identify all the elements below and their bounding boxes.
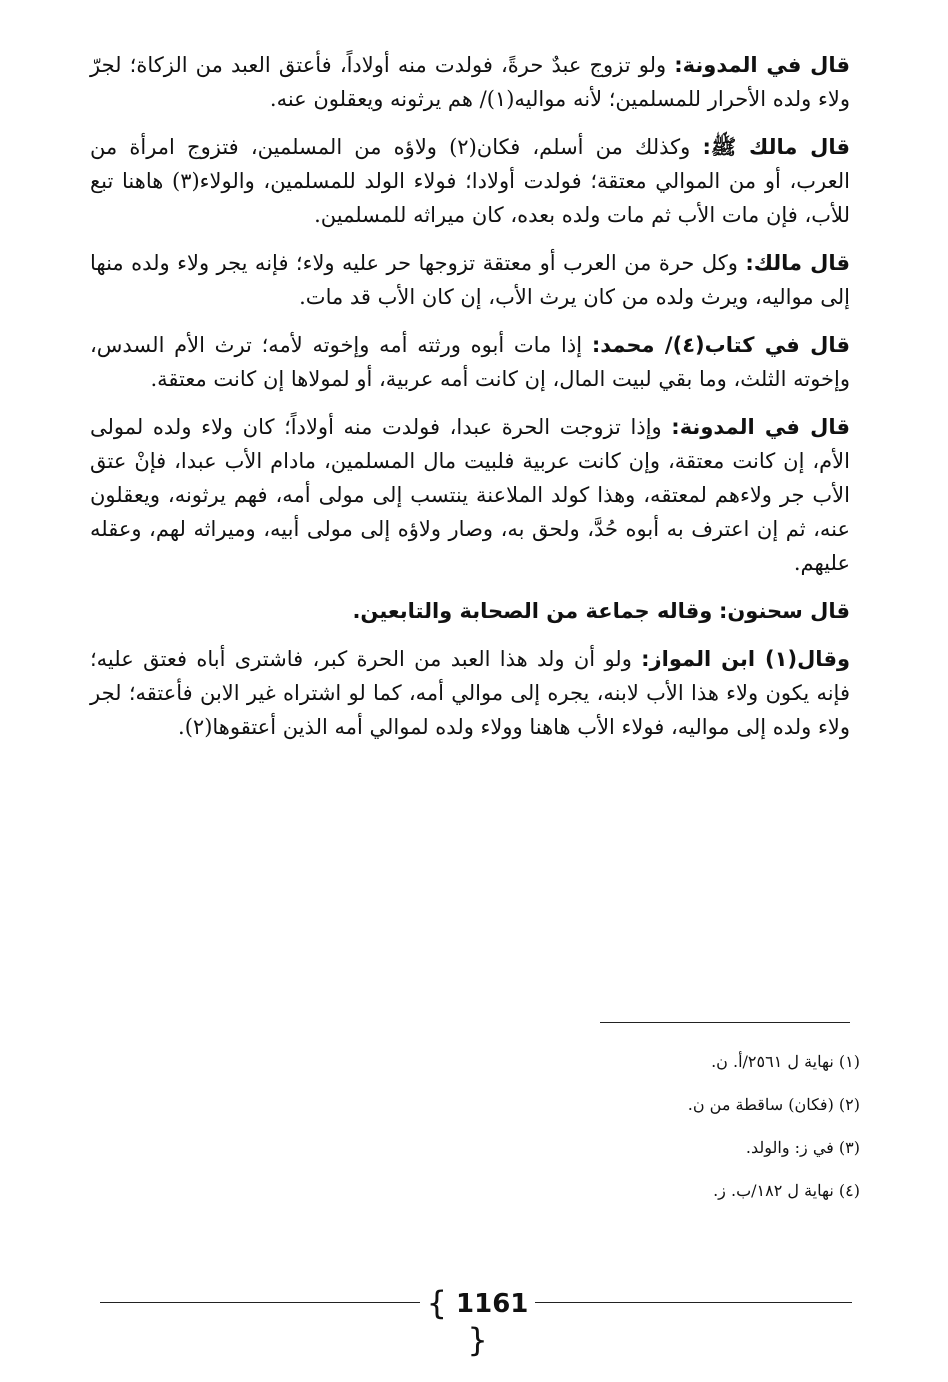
paragraph-text: إذا مات أبوه ورثته أمه وإخوته لأمه؛ ترث الأم السدس، وإخوته الثلث، وما بقي لبيت المال، إن كانت أمه عربية، أو لمولاها إن كانت معتقة. (90, 333, 850, 392)
paragraph-text: وكذلك من أسلم، فكان(٢) ولاؤه من المسلمين، فتزوج امرأة من العرب، أو من الموالي معتقة؛ فولدت أولادا؛ فولاء الولد للمسلمين، والولاء(٣) هاهنا تبع للأب، فإن مات الأب ثم مات ولده بعده، كان ميراثه للمسلمين. (90, 135, 850, 228)
paragraph-6 (90, 594, 850, 628)
paragraph-text: وإذا تزوجت الحرة عبدا، فولدت منه أولاداً؛ كان ولاء ولده لمولى الأم، إن كانت معتقة، وإن كانت عربية فلبيت مال المسلمين، مادام الأب عبدا، فإنْ عتق الأب جر ولاءهم لمعتقه، وهذا كولد الملاعنة ينتسب إلى مولى أمه، فهم يرثونه، ويعقلون عنه، ثم إن اعترف به أبوه حُدَّ، ولحق به، وصار ولاؤه إلى مولى أبيه، وميراثه لهم، وعقله عليهم. (90, 415, 850, 576)
footnote-separator (600, 1022, 850, 1023)
paragraph-3 (90, 246, 850, 314)
footnote: (١) نهاية ل ٢٥٦١/أ. ن. (711, 1052, 860, 1071)
footnote: (٣) في ز: والولد. (745, 1138, 860, 1157)
paragraph-1 (90, 48, 850, 116)
paragraph-text: وكل حرة من العرب أو معتقة تزوجها حر عليه ولاء؛ فإنه يجر ولاء ولده منها إلى مواليه، ويرث ولده من كان يرث الأب، إن كان الأب قد مات. (90, 251, 850, 310)
paragraph-lead: قال في المدونة: (674, 53, 850, 77)
bracket-right-icon: } (467, 1321, 488, 1359)
main-text (90, 48, 850, 758)
page-number: 1161 (456, 1289, 529, 1319)
paragraph-lead: وقال(١) ابن المواز: (641, 647, 850, 672)
footnote: (٤) نهاية ل ١٨٢/ب. ز. (713, 1181, 860, 1200)
paragraph-5 (90, 410, 850, 580)
paragraph-lead: قال في المدونة: (671, 415, 850, 440)
footnotes (90, 1040, 860, 1212)
paragraph-7 (90, 642, 850, 744)
paragraph-text: ولو أن ولد هذا العبد من الحرة كبر، فاشترى أباه فعتق عليه؛ فإنه يكون ولاء هذا الأب لابنه، يجره إلى موالي أمه، كما لو اشتراه غير الابن فأعتقه؛ لجر ولاء ولده إلى مواليه، فولاء الأب هاهنا وولاء ولده لموالي أمه الذين أعتقوها(٢). (90, 647, 850, 740)
paragraph-lead: قال سحنون: (718, 599, 850, 624)
paragraph-lead: قال في كتاب(٤)/ محمد: (591, 333, 850, 358)
paragraph-text: وقاله جماعة من الصحابة والتابعين. (352, 599, 713, 624)
paragraph-text: ولو تزوج عبدٌ حرةً، فولدت منه أولاداً، فأعتق العبد من الزكاة؛ لجرّ ولاء ولده الأحرار للمسلمين؛ لأنه مواليه(١)/ هم يرثونه ويعقلون عنه. (90, 53, 850, 112)
page-number-bar (100, 1284, 852, 1359)
page-number-box (420, 1284, 535, 1359)
paragraph-2 (90, 130, 850, 232)
bracket-left-icon: { (426, 1284, 447, 1322)
footnote: (٢) (فكان) ساقطة من ن. (687, 1095, 860, 1114)
page-rule-left (100, 1302, 420, 1303)
paragraph-lead: قال مالك ﷺ: (702, 135, 850, 160)
paragraph-lead: قال مالك: (745, 251, 850, 276)
paragraph-4 (90, 328, 850, 396)
page-rule-right (535, 1302, 852, 1303)
